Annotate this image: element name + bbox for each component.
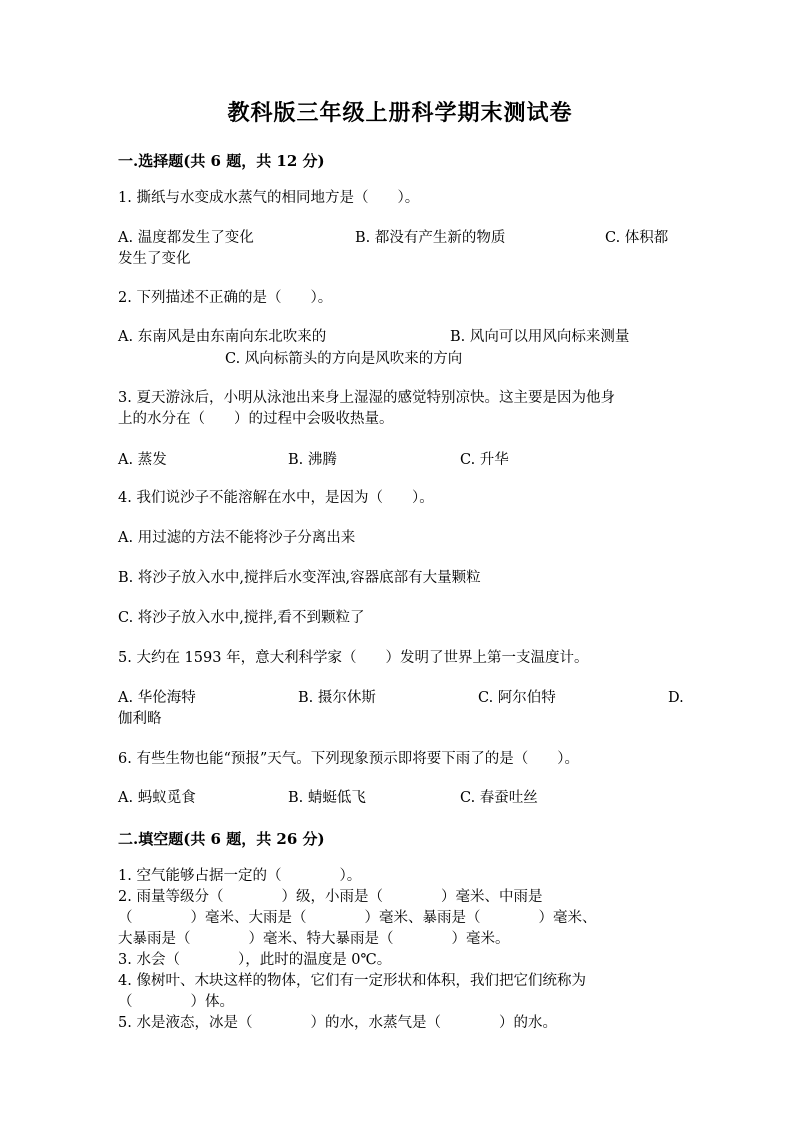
question-5-option-d-cont: 伽利略 [118, 711, 162, 727]
fill-line-4: 大暴雨是（ ）毫米、特大暴雨是（ ）毫米。 [118, 931, 510, 947]
fill-line-5: 3. 水会（ ），此时的温度是 0℃。 [118, 952, 392, 968]
question-6-option-b: B. 蜻蜓低飞 [288, 790, 366, 806]
question-4-option-b: B. 将沙子放入水中,搅拌后水变浑浊,容器底部有大量颗粒 [118, 570, 481, 586]
question-2-option-a: A. 东南风是由东南向东北吹来的 [118, 329, 327, 345]
question-3-option-c: C. 升华 [460, 452, 509, 468]
question-5-option-a: A. 华伦海特 [118, 690, 196, 706]
fill-line-6: 4. 像树叶、木块这样的物体，它们有一定形状和体积，我们把它们统称为 [118, 973, 586, 989]
question-3-option-b: B. 沸腾 [288, 452, 337, 468]
question-1-option-a: A. 温度都发生了变化 [118, 230, 254, 246]
question-5-option-b: B. 摄尔休斯 [298, 690, 376, 706]
question-2-option-c: C. 风向标箭头的方向是风吹来的方向 [225, 351, 463, 367]
question-2-stem: 2. 下列描述不正确的是（ ）。 [118, 290, 333, 306]
question-3-stem-cont: 上的水分在（ ）的过程中会吸收热量。 [118, 411, 394, 427]
fill-line-2: 2. 雨量等级分（ ）级，小雨是（ ）毫米、中雨是 [118, 889, 543, 905]
question-1-option-c: C. 体积都 [605, 230, 669, 246]
exam-title: 教科版三年级上册科学期末测试卷 [227, 100, 573, 126]
section-heading-choice: 一.选择题(共 6 题，共 12 分) [118, 152, 325, 170]
question-5-option-d: D. [668, 690, 684, 706]
question-5-stem: 5. 大约在 1593 年，意大利科学家（ ）发明了世界上第一支温度计。 [118, 650, 589, 666]
question-6-option-a: A. 蚂蚁觅食 [118, 790, 196, 806]
question-1-stem: 1. 撕纸与水变成水蒸气的相同地方是（ ）。 [118, 190, 420, 206]
question-4-option-c: C. 将沙子放入水中,搅拌,看不到颗粒了 [118, 610, 365, 626]
question-6-option-c: C. 春蚕吐丝 [460, 790, 538, 806]
question-4-option-a: A. 用过滤的方法不能将沙子分离出来 [118, 530, 356, 546]
fill-line-8: 5. 水是液态，冰是（ ）的水，水蒸气是（ ）的水。 [118, 1015, 557, 1031]
fill-line-3: （ ）毫米、大雨是（ ）毫米、暴雨是（ ）毫米、 [118, 910, 597, 926]
question-5-option-c: C. 阿尔伯特 [478, 690, 556, 706]
question-6-stem: 6. 有些生物也能“预报”天气。下列现象预示即将要下雨了的是（ ）。 [118, 751, 580, 767]
section-heading-fill: 二.填空题(共 6 题，共 26 分) [118, 830, 325, 848]
question-3-stem: 3. 夏天游泳后，小明从泳池出来身上湿湿的感觉特别凉快。这主要是因为他身 [118, 390, 615, 406]
fill-line-1: 1. 空气能够占据一定的（ ）。 [118, 868, 362, 884]
question-3-option-a: A. 蒸发 [118, 452, 167, 468]
fill-line-7: （ ）体。 [118, 994, 234, 1010]
question-1-option-c-cont: 发生了变化 [118, 251, 191, 267]
question-1-option-b: B. 都没有产生新的物质 [355, 230, 506, 246]
question-2-option-b: B. 风向可以用风向标来测量 [450, 329, 630, 345]
question-4-stem: 4. 我们说沙子不能溶解在水中，是因为（ ）。 [118, 490, 434, 506]
